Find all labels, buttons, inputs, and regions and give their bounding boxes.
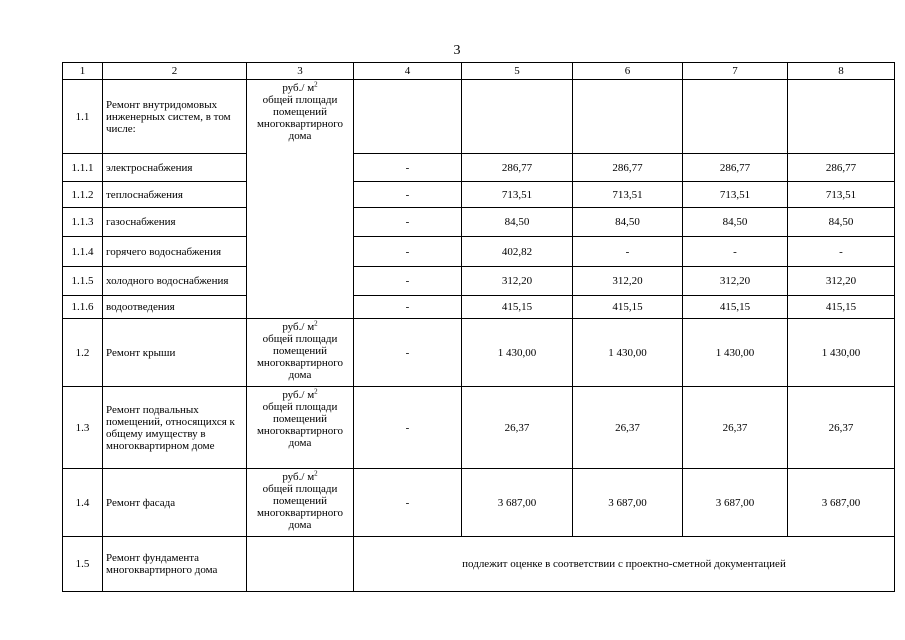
table-row bbox=[63, 80, 895, 154]
cell-c7: 286,77 bbox=[683, 154, 788, 182]
cell-c8: 26,37 bbox=[788, 387, 895, 469]
cell-c8: 415,15 bbox=[788, 296, 895, 319]
row-code: 1.2 bbox=[63, 319, 103, 387]
row-name: горячего водоснабжения bbox=[103, 237, 247, 267]
cell-c5: 3 687,00 bbox=[462, 469, 573, 537]
row-name: Ремонт фасада bbox=[103, 469, 247, 537]
header-cell: 4 bbox=[354, 63, 462, 80]
cell-c5: 312,20 bbox=[462, 267, 573, 296]
cell-c7: 713,51 bbox=[683, 182, 788, 208]
cell-c6: 286,77 bbox=[573, 154, 683, 182]
cell-c5: 713,51 bbox=[462, 182, 573, 208]
row-code: 1.1.1 bbox=[63, 154, 103, 182]
row-code: 1.1.5 bbox=[63, 267, 103, 296]
cell-c5: 286,77 bbox=[462, 154, 573, 182]
unit-cell: руб./ $м^2$ общей площади помещений многоквартирного дома bbox=[247, 80, 354, 319]
row-code: 1.1.4 bbox=[63, 237, 103, 267]
table-row bbox=[63, 208, 895, 237]
row-code: 1.4 bbox=[63, 469, 103, 537]
cell-c4: - bbox=[354, 296, 462, 319]
unit-cell: руб./ $м^2$ общей площади помещений многоквартирного дома bbox=[247, 319, 354, 387]
cell-c8 bbox=[788, 80, 895, 154]
row-name: водоотведения bbox=[103, 296, 247, 319]
cell-c8: 286,77 bbox=[788, 154, 895, 182]
row-code: 1.1.3 bbox=[63, 208, 103, 237]
cell-c8: 312,20 bbox=[788, 267, 895, 296]
cell-c5: 84,50 bbox=[462, 208, 573, 237]
cell-c7: - bbox=[683, 237, 788, 267]
cell-c4 bbox=[354, 80, 462, 154]
table-row bbox=[63, 154, 895, 182]
row-code: 1.1.6 bbox=[63, 296, 103, 319]
cell-c4: - bbox=[354, 182, 462, 208]
row-name: газоснабжения bbox=[103, 208, 247, 237]
cell-c8: 3 687,00 bbox=[788, 469, 895, 537]
unit-cell: руб./ $м^2$ общей площади помещений многоквартирного дома bbox=[247, 469, 354, 537]
row-name: электроснабжения bbox=[103, 154, 247, 182]
cell-c4: - bbox=[354, 319, 462, 387]
table-row bbox=[63, 387, 895, 469]
cell-c4: - bbox=[354, 469, 462, 537]
cell-c4: - bbox=[354, 237, 462, 267]
cell-c8: 1 430,00 bbox=[788, 319, 895, 387]
cell-c4: - bbox=[354, 154, 462, 182]
header-cell: 8 bbox=[788, 63, 895, 80]
table-row bbox=[63, 319, 895, 387]
header-cell: 1 bbox=[63, 63, 103, 80]
unit-cell: руб./ $м^2$ общей площади помещений многоквартирного дома bbox=[247, 387, 354, 469]
row-code: 1.1.2 bbox=[63, 182, 103, 208]
row-name: Ремонт фундамента многоквартирного дома bbox=[103, 537, 247, 592]
cell-c7 bbox=[683, 80, 788, 154]
table-row bbox=[63, 537, 895, 592]
cell-c7: 84,50 bbox=[683, 208, 788, 237]
table-row bbox=[63, 296, 895, 319]
cell-c6: 312,20 bbox=[573, 267, 683, 296]
table-row bbox=[63, 182, 895, 208]
cell-c6: 26,37 bbox=[573, 387, 683, 469]
header-cell: 6 bbox=[573, 63, 683, 80]
cell-c6: 3 687,00 bbox=[573, 469, 683, 537]
cell-c5: 1 430,00 bbox=[462, 319, 573, 387]
cell-c8: 84,50 bbox=[788, 208, 895, 237]
row-name: теплоснабжения bbox=[103, 182, 247, 208]
cell-c7: 1 430,00 bbox=[683, 319, 788, 387]
header-cell: 7 bbox=[683, 63, 788, 80]
cell-c7: 3 687,00 bbox=[683, 469, 788, 537]
cell-c6: 415,15 bbox=[573, 296, 683, 319]
table-row bbox=[63, 267, 895, 296]
cell-c4: - bbox=[354, 267, 462, 296]
cell-c6: - bbox=[573, 237, 683, 267]
cost-table bbox=[62, 62, 895, 592]
row-name: Ремонт крыши bbox=[103, 319, 247, 387]
table-row bbox=[63, 469, 895, 537]
unit-cell-empty bbox=[247, 537, 354, 592]
page-number: 3 bbox=[453, 43, 461, 58]
cell-c4: - bbox=[354, 208, 462, 237]
row-name: Ремонт подвальных помещений, относящихся к общему имуществу в многоквартирном доме bbox=[103, 387, 247, 469]
header-row bbox=[63, 63, 895, 80]
cell-c4: - bbox=[354, 387, 462, 469]
cell-c5: 26,37 bbox=[462, 387, 573, 469]
header-cell: 3 bbox=[247, 63, 354, 80]
table-row bbox=[63, 237, 895, 267]
cell-c8: - bbox=[788, 237, 895, 267]
cell-c8: 713,51 bbox=[788, 182, 895, 208]
cell-c6: 1 430,00 bbox=[573, 319, 683, 387]
row-code: 1.3 bbox=[63, 387, 103, 469]
assessment-note: подлежит оценке в соответствии с проектно-сметной документацией bbox=[354, 537, 895, 592]
header-cell: 5 bbox=[462, 63, 573, 80]
row-name: холодного водоснабжения bbox=[103, 267, 247, 296]
cell-c6: 713,51 bbox=[573, 182, 683, 208]
cell-c6: 84,50 bbox=[573, 208, 683, 237]
cell-c7: 26,37 bbox=[683, 387, 788, 469]
cell-c5: 402,82 bbox=[462, 237, 573, 267]
row-code: 1.1 bbox=[63, 80, 103, 154]
header-cell: 2 bbox=[103, 63, 247, 80]
cell-c7: 312,20 bbox=[683, 267, 788, 296]
row-code: 1.5 bbox=[63, 537, 103, 592]
cell-c5: 415,15 bbox=[462, 296, 573, 319]
cell-c6 bbox=[573, 80, 683, 154]
cell-c5 bbox=[462, 80, 573, 154]
cell-c7: 415,15 bbox=[683, 296, 788, 319]
row-name: Ремонт внутридомовых инженерных систем, в том числе: bbox=[103, 80, 247, 154]
